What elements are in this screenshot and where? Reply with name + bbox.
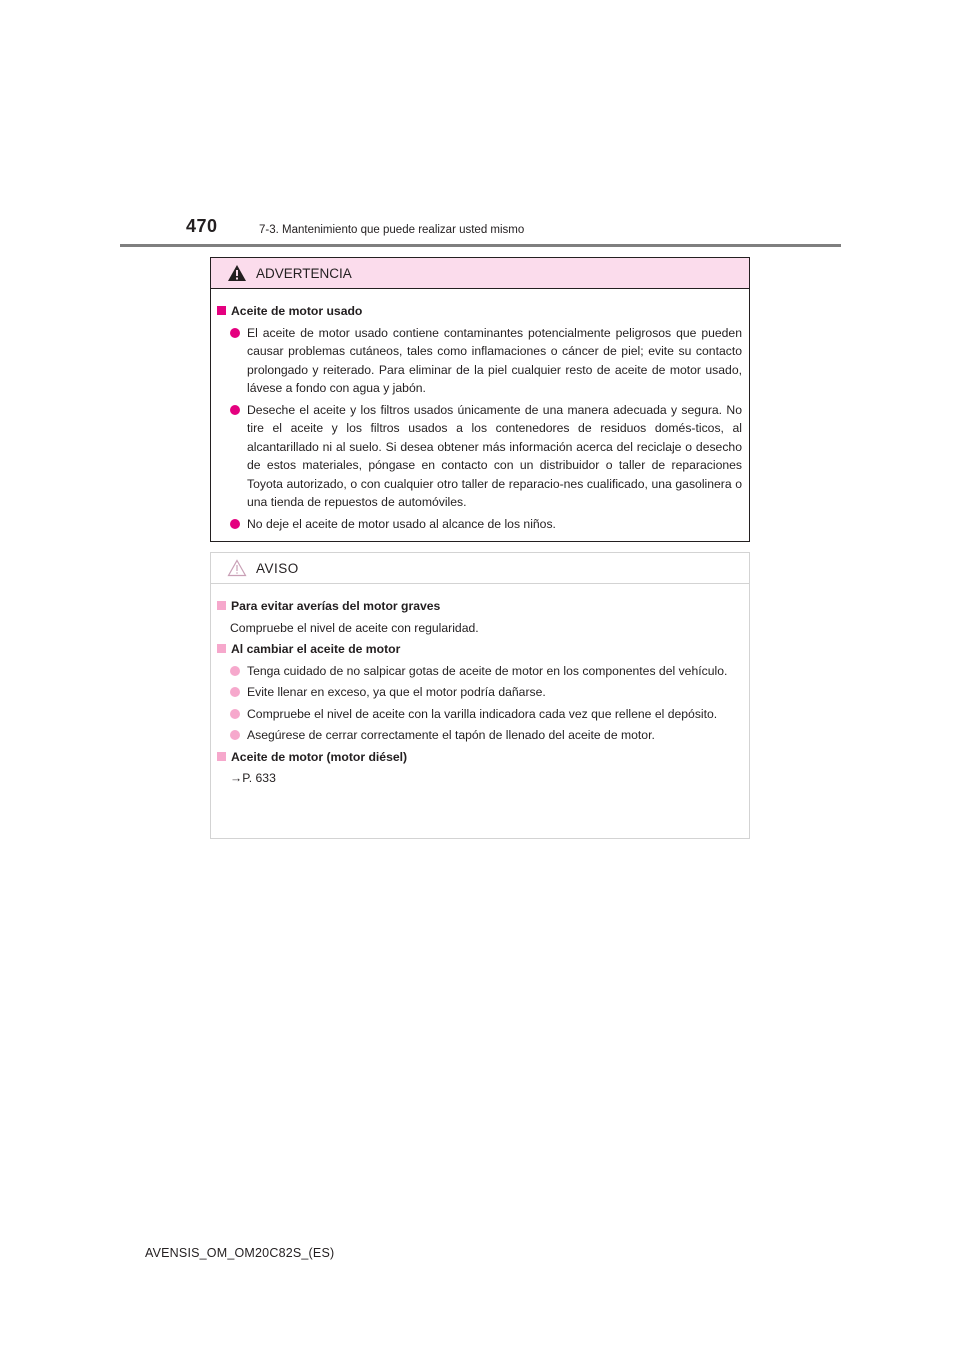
item-text: Tenga cuidado de no salpicar gotas de aceite de motor en los componentes del vehículo. [247,663,728,678]
round-bullet-icon [230,666,240,676]
warning-body [211,289,749,533]
heading-text: Para evitar averías del motor graves [231,599,441,613]
list-item [217,515,742,534]
caution-triangle-icon [227,559,247,577]
warning-title: ADVERTENCIA [256,265,352,281]
page-header [186,212,840,246]
square-bullet-icon [217,752,226,761]
notice-heading-2 [217,640,742,659]
page-number: 470 [186,216,218,236]
notice-heading-3 [217,748,742,767]
round-bullet-icon [230,709,240,719]
section-title: 7-3. Mantenimiento que puede realizar usted mismo [259,224,525,236]
round-bullet-icon [230,519,240,529]
round-bullet-icon [230,687,240,697]
footer-code: AVENSIS_OM_OM20C82S_(ES) [145,1246,335,1260]
list-item [217,324,742,398]
heading-text: Aceite de motor (motor diésel) [231,749,408,764]
notice-title: AVISO [256,560,299,576]
list-item [217,705,742,724]
round-bullet-icon [230,730,240,740]
round-bullet-icon [230,328,240,338]
list-item [217,726,742,745]
warning-header [211,258,749,289]
square-bullet-icon [217,306,226,315]
item-text: Evite llenar en exceso, ya que el motor podría dañarse. [247,685,546,699]
notice-text-1: Compruebe el nivel de aceite con regularidad. [230,620,479,635]
item-text: Compruebe el nivel de aceite con la varilla indicadora cada vez que rellene el depósito. [247,706,718,721]
item-text: El aceite de motor usado contiene contaminantes potencialmente peligrosos que pueden causar problemas cutáneos, tales como inflamaciones o cáncer de piel; evite su contacto prolongado y reiterado. Para eliminar de la piel cualquier resto de aceite de motor usado, lávese a fondo con agua y jabón. [247,325,742,395]
list-item [217,683,742,702]
heading-text: Aceite de motor usado [231,304,363,318]
round-bullet-icon [230,405,240,415]
page-reference: →P. 633 [230,771,276,785]
item-text: Asegúrese de cerrar correctamente el tapón de llenado del aceite de motor. [247,728,655,742]
square-bullet-icon [217,601,226,610]
item-text: Deseche el aceite y los filtros usados únicamente de una manera adecuada y segura. No tire el aceite y los filtros usados a los contenedores de residuos domés-ticos, al alcantarillado ni al suelo. Si desea obtener más información acerca del reciclaje o desecho de estos materiales, póngase en contacto con un distribuidor o taller de reparaciones Toyota autorizado, o con cualquier otro taller de reparacio-nes cualificado, una gasolinera o una tienda de repuestos de automóviles. [247,402,742,509]
notice-header [211,553,749,584]
heading-text: Al cambiar el aceite de motor [231,642,401,656]
notice-heading-1 [217,597,742,616]
item-text: No deje el aceite de motor usado al alcance de los niños. [247,516,556,531]
warning-box [210,257,750,542]
notice-body [211,584,749,788]
header-rule [120,244,841,247]
warning-heading [217,302,742,321]
warning-triangle-icon [227,264,247,282]
list-item [217,401,742,512]
notice-box [210,552,750,839]
square-bullet-icon [217,644,226,653]
list-item [217,662,742,681]
